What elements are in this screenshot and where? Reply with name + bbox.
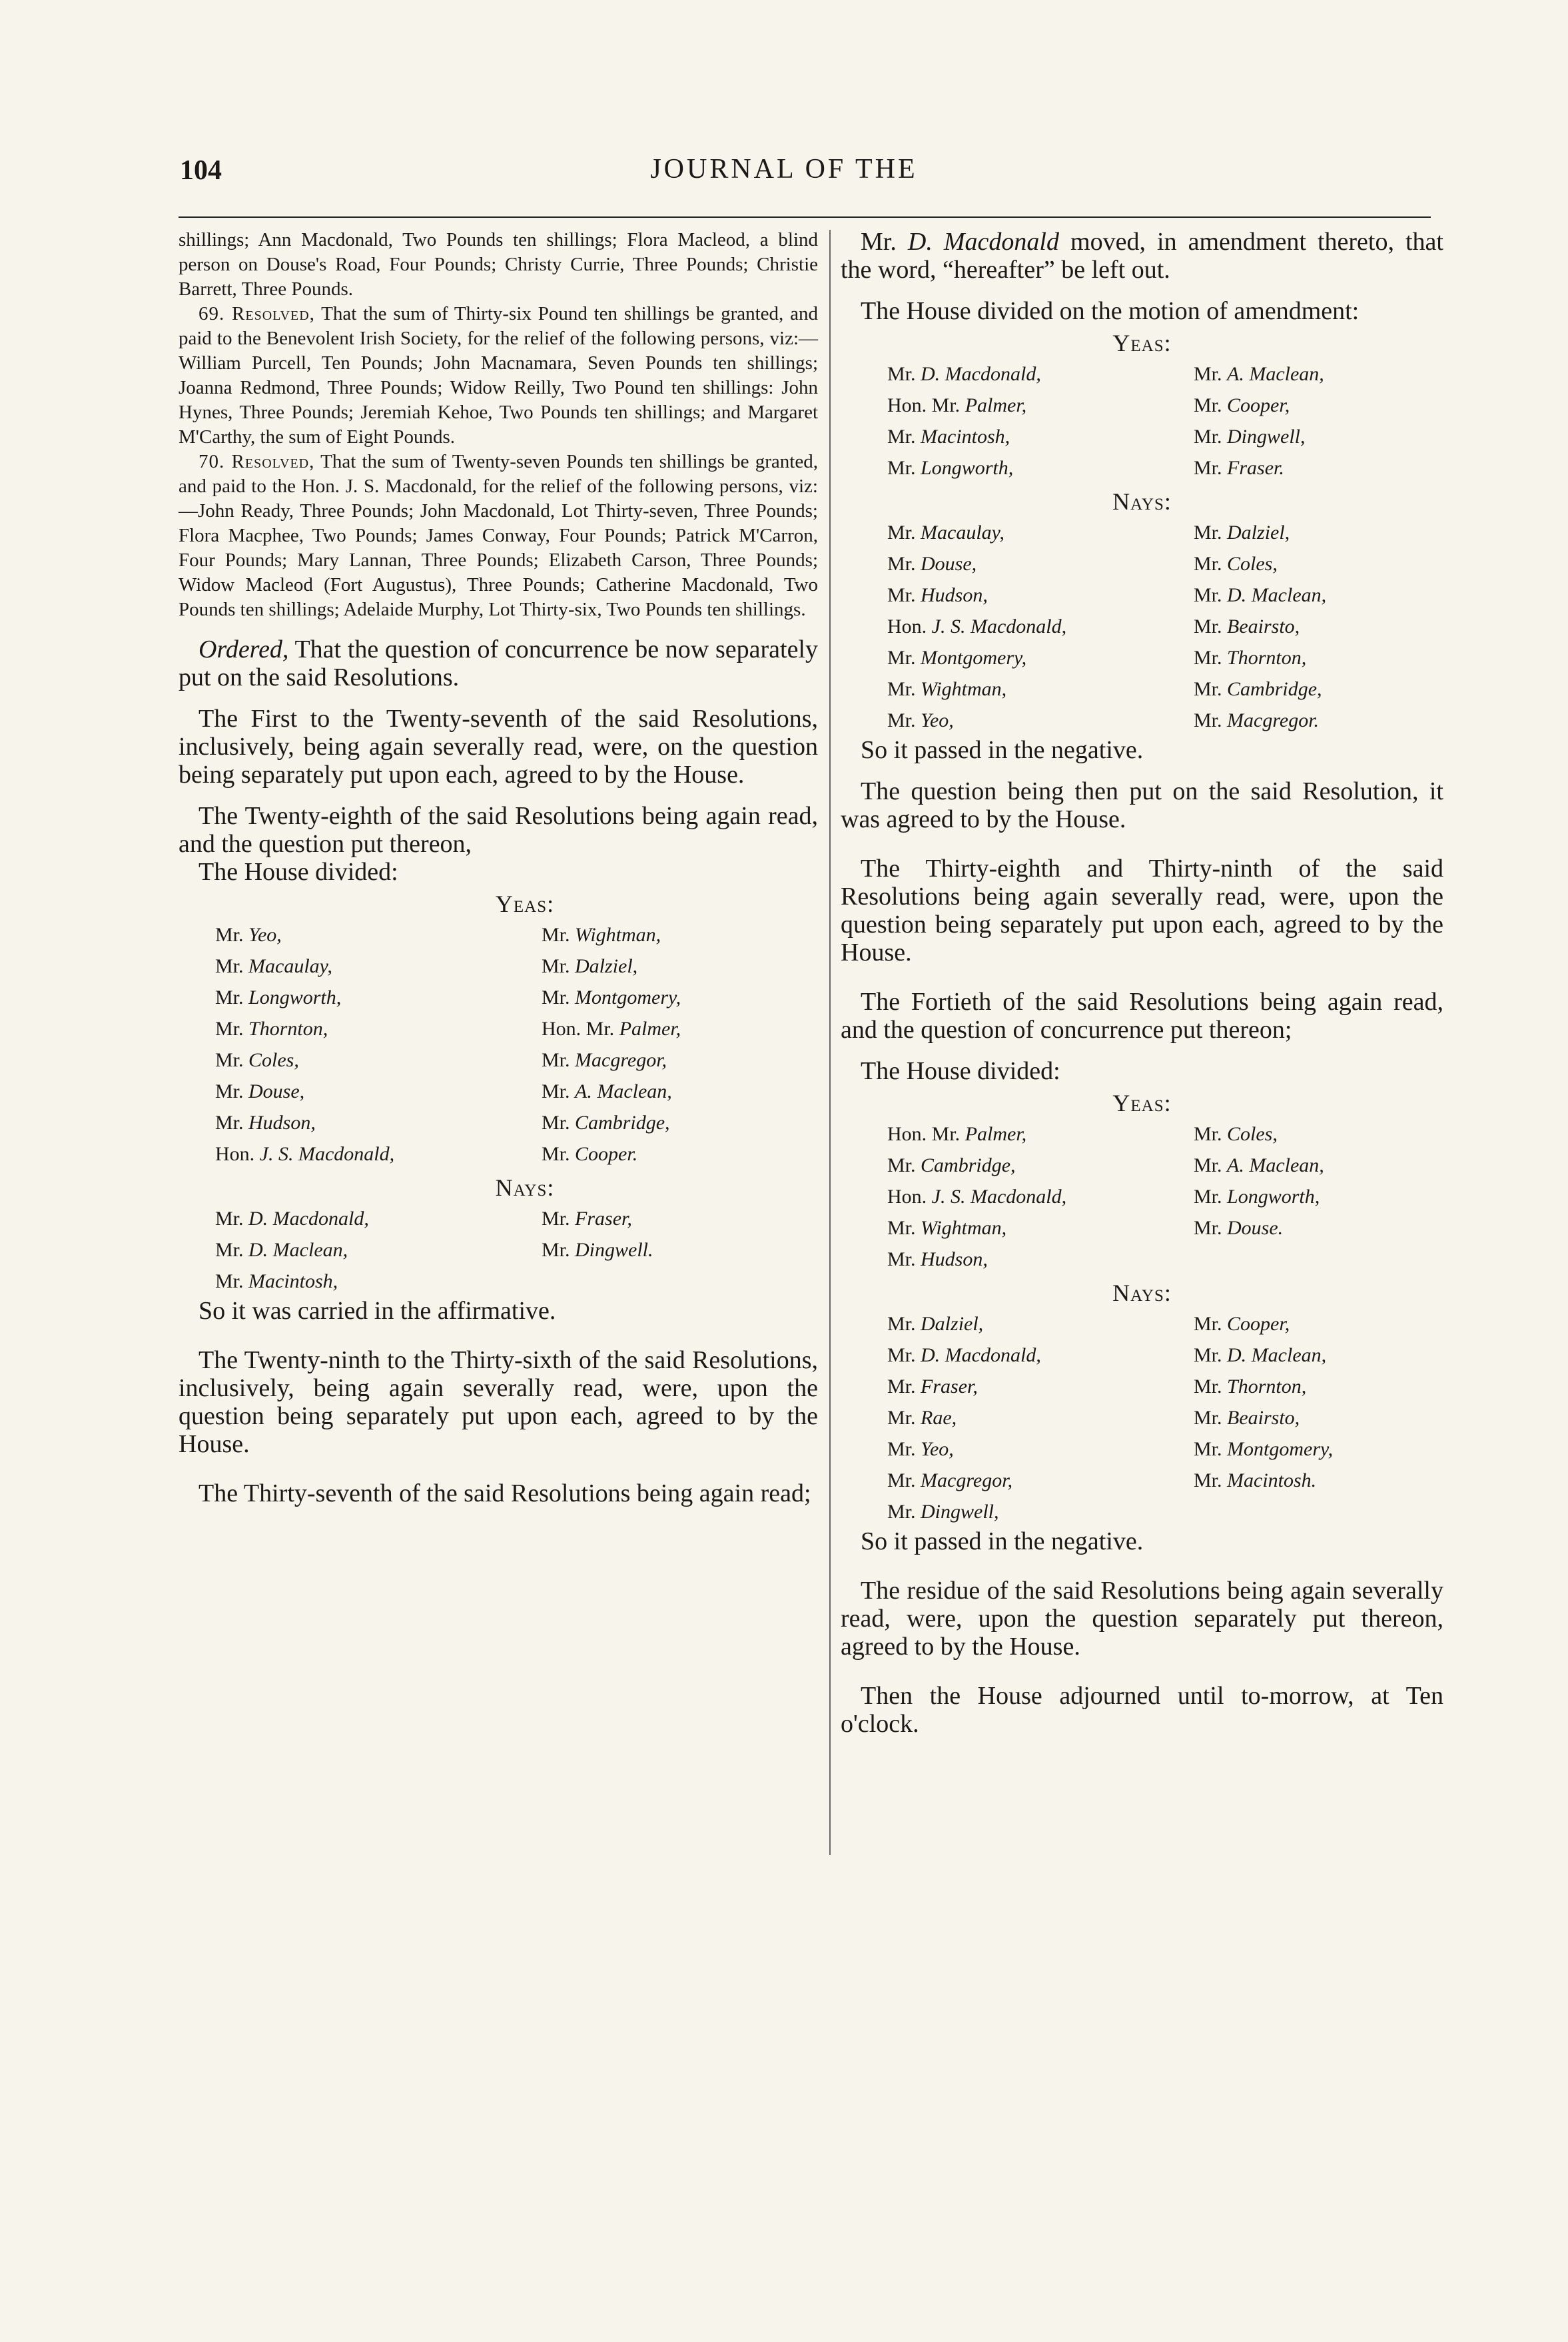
member-title: Mr.	[887, 678, 921, 700]
member-title: Mr.	[887, 457, 921, 479]
member-vote	[887, 1340, 1194, 1371]
member-vote	[1194, 358, 1443, 390]
member-name: Macgregor,	[575, 1049, 667, 1071]
member-vote	[1194, 1402, 1443, 1433]
member-vote	[1194, 390, 1443, 421]
member-title: Mr.	[215, 1239, 249, 1261]
right-column	[841, 228, 1443, 1738]
member-title: Mr.	[887, 1407, 921, 1429]
amendment-paragraph	[841, 228, 1443, 284]
member-vote	[887, 421, 1194, 452]
member-title: Mr.	[887, 1313, 921, 1335]
member-vote	[1194, 642, 1443, 673]
member-name: Yeo,	[921, 1438, 954, 1460]
member-title: Mr.	[1194, 457, 1228, 479]
member-title: Mr.	[215, 1049, 249, 1071]
member-name: Dingwell.	[575, 1239, 653, 1261]
member-name: Cooper,	[1227, 1313, 1290, 1335]
member-name: Yeo,	[248, 924, 282, 946]
member-title: Mr.	[542, 1208, 576, 1230]
resolution-70	[179, 450, 818, 622]
ordered-label: Ordered,	[198, 635, 289, 663]
member-vote	[542, 951, 818, 982]
member-vote	[1194, 1118, 1443, 1150]
member-title: Mr.	[215, 1270, 249, 1292]
member-name: Macintosh.	[1227, 1469, 1317, 1491]
member-vote	[1194, 1181, 1443, 1212]
member-name: Montgomery,	[1227, 1438, 1334, 1460]
member-name: Macgregor.	[1227, 709, 1320, 731]
member-vote	[887, 452, 1194, 484]
member-vote	[887, 611, 1194, 642]
member-title: Mr.	[1194, 1469, 1228, 1491]
member-title: Hon. Mr.	[887, 1123, 965, 1145]
yeas-list	[841, 1118, 1443, 1275]
house-divided: The House divided:	[198, 858, 398, 886]
member-title: Mr.	[1194, 394, 1228, 416]
member-vote	[887, 390, 1194, 421]
paragraph: shillings; Ann Macdonald, Two Pounds ten shillings; Flora Macleod, a blind person on Douse's Road, Four Pounds; Christy Currie, Three Pounds; Christie Barrett, Three Pounds.	[179, 229, 818, 300]
member-vote	[1194, 705, 1443, 736]
resolution-69	[179, 302, 818, 450]
nays-heading: Nays:	[495, 1174, 555, 1201]
member-name: Macaulay,	[921, 522, 1004, 544]
member-vote	[1194, 580, 1443, 611]
member-name: Macintosh,	[248, 1270, 338, 1292]
nays-heading: Nays:	[1112, 1280, 1172, 1306]
member-name: Wightman,	[921, 1217, 1007, 1239]
member-name: Hudson,	[921, 584, 988, 606]
member-vote	[887, 642, 1194, 673]
member-name: Macintosh,	[921, 426, 1010, 448]
member-vote	[215, 919, 522, 951]
member-vote	[1194, 1340, 1443, 1371]
member-name: Wightman,	[575, 924, 661, 946]
paragraph: The Thirty-seventh of the said Resolutions being again read;	[198, 1479, 811, 1507]
member-name: Coles,	[248, 1049, 299, 1071]
member-name: Fraser.	[1227, 457, 1284, 479]
member-vote	[1194, 1212, 1443, 1244]
title-text: Mr.	[861, 228, 908, 256]
member-title: Mr.	[887, 363, 921, 385]
member-title: Mr.	[1194, 647, 1228, 669]
paragraph: The question being then put on the said Resolution, it was agreed to by the House.	[841, 777, 1443, 833]
member-vote	[542, 1203, 818, 1234]
member-title: Hon. Mr.	[542, 1018, 619, 1040]
member-title: Mr.	[1194, 1217, 1228, 1239]
member-name: Douse,	[248, 1080, 305, 1102]
paragraph: The House divided on the motion of amendment:	[861, 297, 1360, 325]
member-title: Mr.	[1194, 1407, 1228, 1429]
member-title: Mr.	[1194, 1154, 1228, 1176]
member-name: Dingwell,	[921, 1501, 999, 1523]
member-name: Dalziel,	[1227, 522, 1290, 544]
member-name: D. Maclean,	[1227, 1344, 1327, 1366]
member-title: Mr.	[215, 955, 249, 977]
nays-list	[841, 517, 1443, 736]
member-vote	[215, 951, 522, 982]
member-title: Mr.	[215, 1208, 249, 1230]
member-vote	[887, 705, 1194, 736]
member-name: Montgomery,	[921, 647, 1027, 669]
member-title: Mr.	[215, 986, 249, 1008]
member-name: Palmer,	[965, 394, 1027, 416]
page-number: 104	[180, 155, 222, 186]
member-vote	[542, 1234, 818, 1266]
member-vote	[887, 1402, 1194, 1433]
yeas-heading: Yeas:	[1112, 330, 1172, 356]
member-title: Hon.	[887, 1186, 932, 1208]
member-vote	[887, 1308, 1194, 1340]
member-vote	[542, 982, 818, 1013]
resolution-text: That the sum of Twenty-seven Pounds ten shillings be granted, and paid to the Hon. J. S. Macdonald, for the relief of the following persons, viz:—John Ready, Three Pounds; John Macdonald, Lot Thirty-seven, Three Pounds; Flora Macphee, Two Pounds; James Conway, Four Pounds; Patrick M'Carron, Four Pounds; Mary Lannan, Three Pounds; Elizabeth Carson, Three Pounds; Widow Macleod (Fort Augustus), Three Pounds; Catherine Macdonald, Two Pounds ten shillings; Adelaide Murphy, Lot Thirty-six, Two Pounds ten shillings.	[179, 451, 818, 620]
member-name: Beairsto,	[1227, 1407, 1300, 1429]
member-name: D. Macdonald,	[921, 1344, 1041, 1366]
member-title: Mr.	[1194, 426, 1228, 448]
member-title: Mr.	[215, 1018, 249, 1040]
yeas-heading: Yeas:	[495, 891, 555, 917]
paragraph: The Fortieth of the said Resolutions being again read, and the question of concurrence put thereon;	[841, 988, 1443, 1044]
member-title: Mr.	[887, 584, 921, 606]
member-name: Cambridge,	[1227, 678, 1322, 700]
member-name: Dingwell,	[1227, 426, 1306, 448]
member-vote	[887, 548, 1194, 580]
column-divider	[829, 230, 831, 1855]
member-title: Mr.	[887, 1501, 921, 1523]
member-title: Mr.	[887, 709, 921, 731]
member-vote	[887, 1433, 1194, 1465]
member-vote	[542, 1138, 818, 1170]
member-title: Mr.	[887, 647, 921, 669]
member-name: Douse.	[1227, 1217, 1284, 1239]
member-name: Fraser,	[921, 1375, 978, 1397]
member-vote	[1194, 1150, 1443, 1181]
member-title: Mr.	[215, 1080, 249, 1102]
paragraph: The Twenty-eighth of the said Resolutions being again read, and the question put thereon,	[179, 802, 818, 858]
member-name: Hudson,	[921, 1248, 988, 1270]
member-title: Hon.	[215, 1143, 260, 1165]
member-title: Mr.	[887, 522, 921, 544]
member-name: Cambridge,	[921, 1154, 1016, 1176]
result: So it was carried in the affirmative.	[198, 1297, 556, 1325]
member-name: Coles,	[1227, 553, 1278, 575]
member-title: Mr.	[887, 1248, 921, 1270]
member-name: Yeo,	[921, 709, 954, 731]
header-rule	[179, 216, 1431, 218]
member-vote	[887, 1181, 1194, 1212]
yeas-list	[841, 358, 1443, 484]
member-vote	[1194, 421, 1443, 452]
member-vote	[215, 1107, 522, 1138]
member-title: Mr.	[887, 1469, 921, 1491]
member-vote	[887, 1496, 1194, 1527]
member-title: Mr.	[887, 1217, 921, 1239]
member-title: Mr.	[1194, 1313, 1228, 1335]
resolution-text: That the sum of Thirty-six Pound ten shillings be granted, and paid to the Benevolent Irish Society, for the relief of the following persons, viz:—William Purcell, Ten Pounds; John Macnamara, Seven Pounds ten shillings; Joanna Redmond, Three Pounds; Widow Reilly, Two Pound ten shillings: John Hynes, Three Pounds; Jeremiah Kehoe, Two Pounds ten shillings; and Margaret M'Carthy, the sum of Eight Pounds.	[179, 303, 818, 448]
member-name: Macgregor,	[921, 1469, 1013, 1491]
member-vote	[215, 1203, 522, 1234]
nays-heading: Nays:	[1112, 488, 1172, 515]
member-title: Mr.	[1194, 678, 1228, 700]
member-vote	[215, 1044, 522, 1076]
member-name: A. Maclean,	[1227, 1154, 1324, 1176]
resolution-number: 70. Resolved,	[198, 451, 315, 472]
member-vote	[887, 1212, 1194, 1244]
paragraph: The Thirty-eighth and Thirty-ninth of the said Resolutions being again severally read, were, upon the question being separately put upon each, agreed to by the House.	[841, 855, 1443, 967]
member-name: Longworth,	[248, 986, 342, 1008]
member-title: Mr.	[542, 1112, 576, 1134]
member-name: D. Maclean,	[248, 1239, 348, 1261]
page-header	[0, 0, 1568, 200]
member-title: Mr.	[542, 1143, 576, 1165]
member-title: Mr.	[1194, 553, 1228, 575]
member-name: Coles,	[1227, 1123, 1278, 1145]
member-name: Longworth,	[921, 457, 1014, 479]
member-vote	[887, 1118, 1194, 1150]
member-vote	[542, 1044, 818, 1076]
member-vote	[887, 1244, 1194, 1275]
member-vote	[887, 358, 1194, 390]
result: So it passed in the negative.	[861, 1527, 1144, 1555]
member-title: Mr.	[1194, 1123, 1228, 1145]
resolution-number: 69. Resolved,	[198, 303, 315, 324]
member-vote	[887, 673, 1194, 705]
member-name: Longworth,	[1227, 1186, 1320, 1208]
member-vote	[1194, 452, 1443, 484]
member-vote	[887, 1150, 1194, 1181]
member-title: Mr.	[1194, 709, 1228, 731]
member-name: Cooper.	[575, 1143, 638, 1165]
nays-list	[179, 1203, 818, 1297]
member-title: Mr.	[1194, 1375, 1228, 1397]
left-column	[179, 228, 818, 1507]
member-title: Mr.	[1194, 363, 1228, 385]
member-vote	[215, 1013, 522, 1044]
paragraph: The Twenty-ninth to the Thirty-sixth of the said Resolutions, inclusively, being again severally read, were, upon the question being separately put upon each, agreed to by the House.	[179, 1346, 818, 1458]
member-name: Thornton,	[248, 1018, 328, 1040]
member-name: Rae,	[921, 1407, 957, 1429]
member-name: J. S. Macdonald,	[931, 1186, 1067, 1208]
paragraph: The First to the Twenty-seventh of the said Resolutions, inclusively, being again severally read, were, on the question being separately put upon each, agreed to by the House.	[179, 705, 818, 789]
member-name: Thornton,	[1227, 1375, 1307, 1397]
adjournment: Then the House adjourned until to-morrow, at Ten o'clock.	[841, 1682, 1443, 1738]
member-title: Mr.	[1194, 1438, 1228, 1460]
member-name: J. S. Macdonald,	[931, 615, 1067, 637]
member-title: Mr.	[1194, 1186, 1228, 1208]
member-vote	[887, 1465, 1194, 1496]
member-vote	[542, 919, 818, 951]
member-title: Mr.	[215, 924, 249, 946]
member-name: Thornton,	[1227, 647, 1307, 669]
member-vote	[1194, 611, 1443, 642]
member-vote	[1194, 1308, 1443, 1340]
member-name: Cooper,	[1227, 394, 1290, 416]
member-vote	[1194, 673, 1443, 705]
member-title: Mr.	[1194, 584, 1228, 606]
member-vote	[215, 1266, 522, 1297]
member-name: Wightman,	[921, 678, 1007, 700]
member-vote	[887, 1371, 1194, 1402]
member-title: Mr.	[542, 1049, 576, 1071]
member-name: Dalziel,	[921, 1313, 984, 1335]
member-title: Mr.	[887, 426, 921, 448]
member-title: Mr.	[887, 553, 921, 575]
member-vote	[1194, 1465, 1443, 1496]
member-title: Mr.	[1194, 522, 1228, 544]
member-title: Hon.	[887, 615, 932, 637]
member-vote	[542, 1013, 818, 1044]
member-name: Douse,	[921, 553, 977, 575]
member-name: D. Macdonald,	[921, 363, 1041, 385]
member-vote	[1194, 517, 1443, 548]
member-vote	[887, 580, 1194, 611]
order-paragraph	[179, 635, 818, 691]
running-head: JOURNAL OF THE	[650, 154, 918, 185]
member-title: Hon. Mr.	[887, 394, 965, 416]
member-title: Mr.	[542, 924, 576, 946]
member-title: Mr.	[215, 1112, 249, 1134]
member-vote	[215, 1076, 522, 1107]
member-title: Mr.	[1194, 615, 1228, 637]
yeas-heading: Yeas:	[1112, 1090, 1172, 1116]
member-vote	[215, 1234, 522, 1266]
member-title: Mr.	[887, 1438, 921, 1460]
member-name: Dalziel,	[575, 955, 638, 977]
member-name: Macaulay,	[248, 955, 332, 977]
member-name: D. Macdonald,	[248, 1208, 369, 1230]
member-name: Palmer,	[965, 1123, 1027, 1145]
member-vote	[1194, 1433, 1443, 1465]
member-name: Fraser,	[575, 1208, 632, 1230]
member-vote	[887, 517, 1194, 548]
member-vote	[1194, 548, 1443, 580]
member-name: Beairsto,	[1227, 615, 1300, 637]
member-name: Hudson,	[248, 1112, 316, 1134]
member-name: A. Maclean,	[575, 1080, 672, 1102]
member-name: Cambridge,	[575, 1112, 670, 1134]
member-title: Mr.	[542, 1239, 576, 1261]
yeas-list	[179, 919, 818, 1170]
member-name: J. S. Macdonald,	[259, 1143, 395, 1165]
member-vote	[215, 982, 522, 1013]
member-title: Mr.	[542, 986, 576, 1008]
member-title: Mr.	[542, 955, 576, 977]
amendment-text: moved, in amendment thereto, that the word, “hereafter” be left out.	[841, 228, 1443, 284]
member-title: Mr.	[887, 1375, 921, 1397]
member-name: A. Maclean,	[1227, 363, 1324, 385]
member-vote	[542, 1076, 818, 1107]
member-name: D. Macdonald	[907, 228, 1059, 256]
member-vote	[542, 1107, 818, 1138]
member-vote	[1194, 1371, 1443, 1402]
order-text: That the question of concurrence be now separately put on the said Resolutions.	[179, 635, 818, 691]
nays-list	[841, 1308, 1443, 1527]
member-title: Mr.	[887, 1344, 921, 1366]
member-title: Mr.	[542, 1080, 576, 1102]
member-name: D. Maclean,	[1227, 584, 1327, 606]
member-name: Montgomery,	[575, 986, 681, 1008]
member-title: Mr.	[887, 1154, 921, 1176]
house-divided: The House divided:	[861, 1057, 1060, 1085]
member-vote	[215, 1138, 522, 1170]
result: So it passed in the negative.	[861, 736, 1144, 764]
member-title: Mr.	[1194, 1344, 1228, 1366]
paragraph: The residue of the said Resolutions being again severally read, were, upon the question separately put thereon, agreed to by the House.	[841, 1577, 1443, 1661]
member-name: Palmer,	[619, 1018, 681, 1040]
